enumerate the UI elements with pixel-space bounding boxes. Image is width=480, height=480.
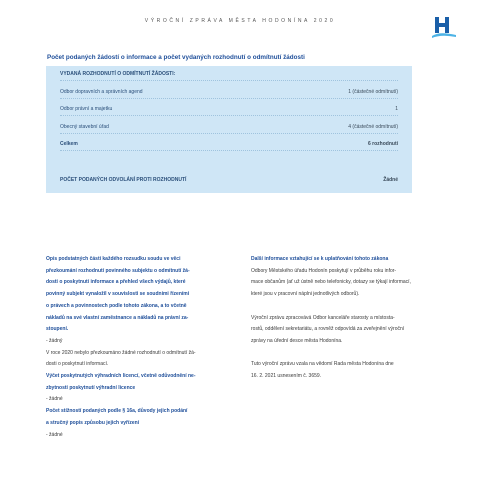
complaints-answer: - žádné [46, 431, 63, 438]
court-ruling-answer: - žádný [46, 337, 63, 344]
section-title: Počet podaných žádostí o informace a počet vydaných rozhodnutí o odmítnutí žádosti [47, 54, 305, 61]
total-value: 6 rozhodnutí [368, 141, 398, 147]
table-total-row [60, 138, 398, 151]
total-label: Celkem [60, 141, 78, 147]
licences-heading: Výčet poskytnutých výhradních licencí, včetně odůvodnění ne- zbytnosti poskytnutí výhradní licence [46, 373, 196, 391]
report-author-text: Výroční zprávu zpracovává Odbor kanceláře starosty a místosta- rostů, oddělení sekretariátu, a rovněž odpovídá za zveřejnění výroční zprávy na úřední desce města Hodonína. [251, 314, 405, 344]
row-value: 4 (částečné odmítnutí) [348, 124, 398, 130]
complaints-heading: Počet stížností podaných podle § 16a, důvody jejich podání a stručný popis způsobu jejich vyřízení [46, 408, 188, 426]
row-value: 1 [395, 106, 398, 112]
appeals-label: POČET PODANÝCH ODVOLÁNÍ PROTI ROZHODNUTÍ [60, 177, 187, 183]
appeals-value: Žádné [383, 177, 398, 183]
table-heading: VYDANÁ ROZHODNUTÍ O ODMÍTNUTÍ ŽÁDOSTI: [60, 71, 176, 77]
hodonin-h-logo [431, 15, 457, 39]
row-label: Odbor právní a majetku [60, 106, 113, 112]
table-row [60, 121, 398, 134]
decisions-table [46, 66, 412, 193]
report-header: VÝROČNÍ ZPRÁVA MĚSTA HODONÍNA 2020 [144, 18, 336, 24]
table-row [60, 103, 398, 116]
further-info-text: Odbory Městského úřadu Hodonín poskytují v průběhu roku infor- mace občanům (ať už ústně nebo telefonicky, dotazy se týkají informací, které jsou v pracovní náplni jednotlivých odborů). [251, 267, 411, 298]
right-column [251, 254, 437, 383]
further-info-heading: Další informace vztahující se k uplatňování tohoto zákona [251, 256, 389, 262]
court-ruling-note: V roce 2020 nebylo přezkoumáno žádné rozhodnutí o odmítnutí žá- dosti o poskytnutí informací. [46, 349, 196, 368]
row-value: 1 (částečné odmítnutí) [348, 89, 398, 95]
council-approval-text: Tuto výroční zprávu vzala na vědomí Rada města Hodonína dne 16. 2. 2021 usnesením č. 3659. [251, 361, 394, 379]
appeals-row [60, 174, 398, 186]
left-column [46, 254, 232, 441]
court-ruling-heading: Opis podstatných částí každého rozsudku soudu ve věci přezkoumání rozhodnutí povinného subjektu o odmítnutí žá- dosti o poskytnutí informace a přehled všech výdajů, které povinný subjekt vynaložil v souvislosti se soudními řízeními o právech a povinnostech podle tohoto zákona, a to včetně nákladů na své vlastní zaměstnance a nákladů na právní za- stoupení. [46, 256, 190, 333]
licences-answer: - žádné [46, 396, 63, 403]
row-label: Odbor dopravních a správních agend [60, 89, 143, 95]
table-heading-row [60, 68, 398, 81]
table-row [60, 86, 398, 99]
row-label: Obecný stavební úřad [60, 124, 109, 130]
